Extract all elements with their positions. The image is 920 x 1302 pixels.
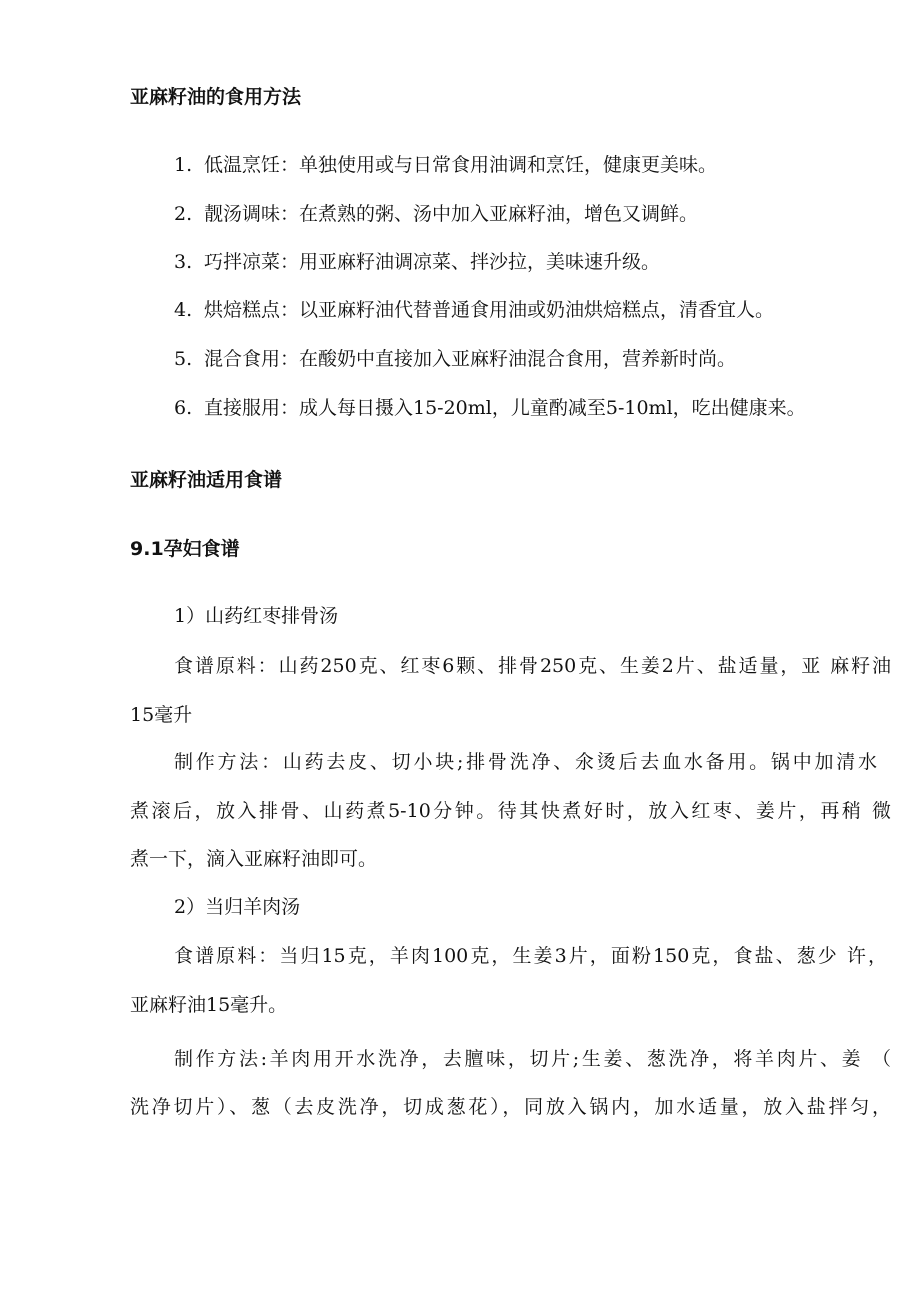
recipe-ingredients-cont: 15毫升 bbox=[130, 704, 193, 726]
recipe-ingredients-cont: 亚麻籽油15毫升。 bbox=[130, 994, 288, 1016]
list-item bbox=[174, 150, 717, 177]
recipe-method: 制作方法：山药去皮、切小块;排骨洗净、氽烫后去血水备用。锅中加清水 bbox=[174, 751, 877, 773]
list-text: 混合食用：在酸奶中直接加入亚麻籽油混合食用，营养新时尚。 bbox=[204, 348, 737, 370]
recipe-ingredients: 食谱原料：山药250克、红枣6颗、排骨250克、生姜2片、盐适量，亚 麻籽油 bbox=[174, 655, 891, 677]
list-number: 2. bbox=[174, 203, 193, 225]
list-item bbox=[174, 393, 806, 420]
recipe-method-cont: 洗净切片）、葱（去皮洗净，切成葱花），同放入锅内，加水适量，放入盐拌匀， bbox=[130, 1096, 891, 1118]
list-item bbox=[174, 295, 774, 322]
list-number: 5. bbox=[174, 348, 193, 370]
list-text: 巧拌凉菜：用亚麻籽油调凉菜、拌沙拉，美味速升级。 bbox=[204, 251, 661, 273]
list-text: 低温烹饪：单独使用或与日常食用油调和烹饪，健康更美味。 bbox=[204, 154, 718, 176]
list-text: 直接服用：成人每日摄入15-20ml，儿童酌减至5-10ml，吃出健康来。 bbox=[204, 397, 806, 419]
subsection-title: 9.1孕妇食谱 bbox=[130, 538, 240, 560]
recipe-method-cont: 煮一下，滴入亚麻籽油即可。 bbox=[130, 848, 378, 870]
list-number: 6. bbox=[174, 397, 193, 419]
list-number: 4. bbox=[174, 299, 193, 321]
section-title-recipes: 亚麻籽油适用食谱 bbox=[130, 469, 283, 491]
list-number: 1. bbox=[174, 154, 193, 176]
list-item bbox=[174, 247, 660, 274]
list-text: 靓汤调味：在煮熟的粥、汤中加入亚麻籽油，增色又调鲜。 bbox=[204, 203, 699, 225]
recipe-method: 制作方法:羊肉用开水洗净，去膻味，切片;生姜、葱洗净，将羊肉片、姜 （ bbox=[174, 1048, 891, 1070]
recipe-name: 1）山药红枣排骨汤 bbox=[174, 605, 339, 627]
list-item bbox=[174, 344, 736, 371]
list-number: 3. bbox=[174, 251, 193, 273]
section-title-usage: 亚麻籽油的食用方法 bbox=[130, 86, 302, 108]
list-text: 烘焙糕点：以亚麻籽油代替普通食用油或奶油烘焙糕点，清香宜人。 bbox=[204, 299, 775, 321]
recipe-method-cont: 煮滚后，放入排骨、山药煮5-10分钟。待其快煮好时，放入红枣、姜片，再稍 微 bbox=[130, 800, 891, 822]
list-item bbox=[174, 199, 698, 226]
recipe-ingredients: 食谱原料：当归15克，羊肉100克，生姜3片，面粉150克，食盐、葱少 许， bbox=[174, 945, 887, 967]
recipe-name: 2）当归羊肉汤 bbox=[174, 896, 301, 918]
